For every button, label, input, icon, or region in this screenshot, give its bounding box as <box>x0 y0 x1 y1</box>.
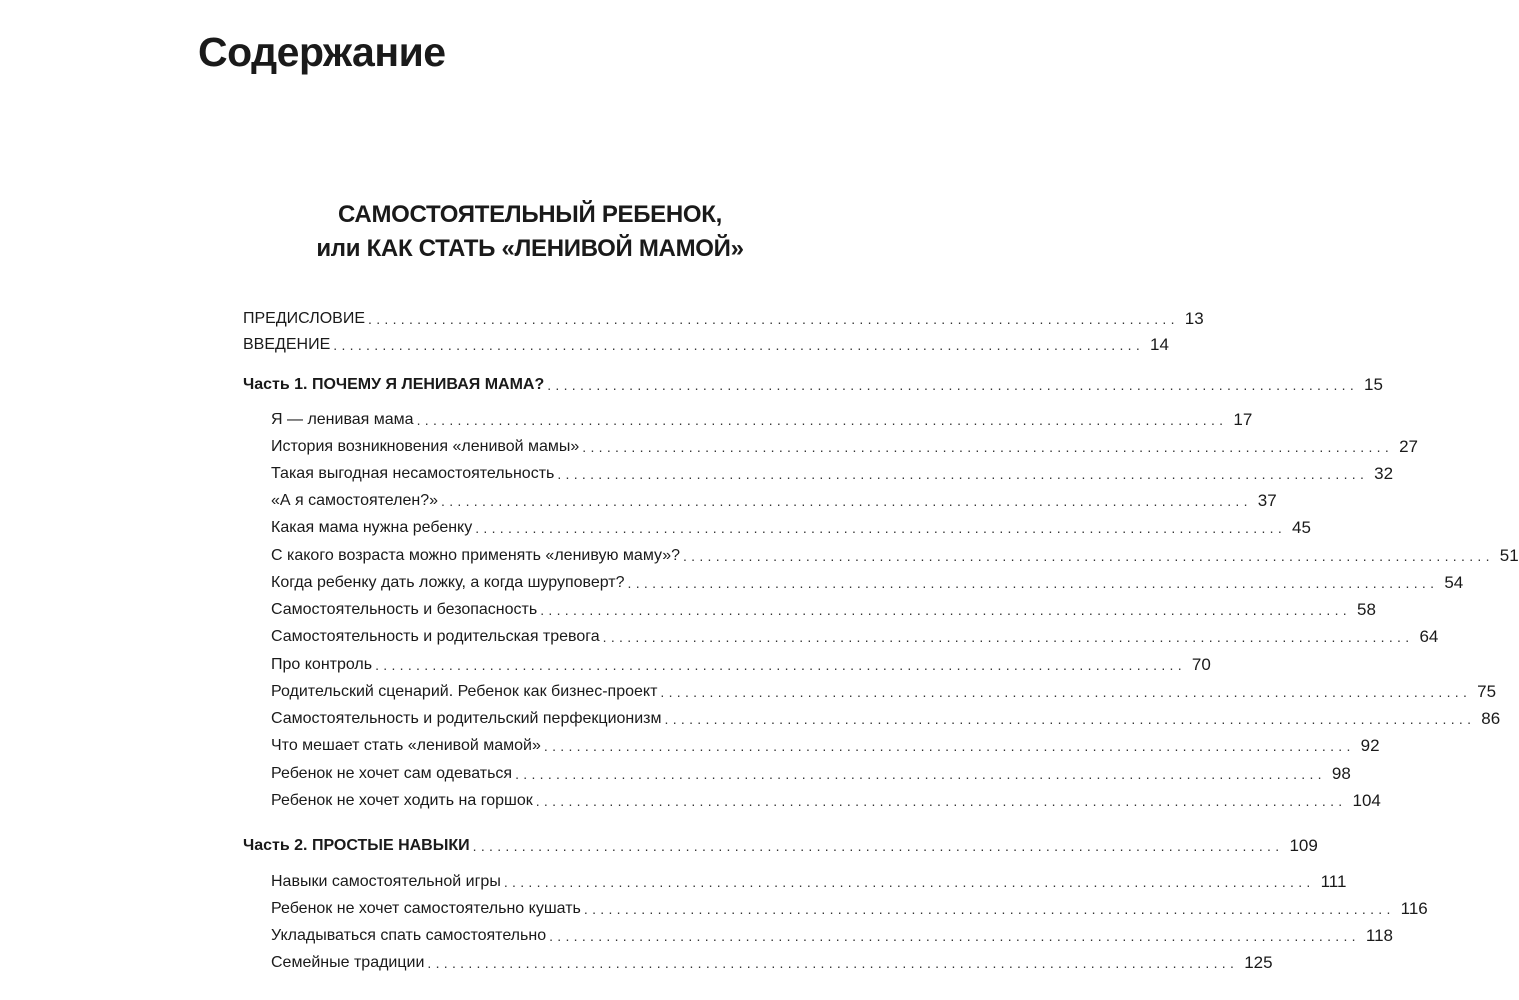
toc-entry-label: Ребенок не хочет самостоятельно кушать <box>271 900 581 917</box>
toc-dot-leader: ................................................................................................... <box>682 548 1494 564</box>
toc-entry[interactable] <box>271 703 1501 729</box>
toc-page-number: 116 <box>1400 899 1428 918</box>
toc-entry-label: Самостоятельность и безопасность <box>271 601 538 618</box>
toc-entry-label: История возникновения «ленивой мамы» <box>271 438 580 455</box>
toc-dot-leader: ................................................................................................... <box>427 955 1239 971</box>
toc-dot-leader: ................................................................................................... <box>368 311 1179 327</box>
toc-entry[interactable] <box>271 621 1439 647</box>
toc-dot-leader: ................................................................................................... <box>416 412 1228 428</box>
toc-entry-label: «А я самостоятелен?» <box>271 492 439 509</box>
toc-page-number: 32 <box>1374 464 1394 483</box>
toc-page-number: 27 <box>1399 437 1418 456</box>
toc-dot-leader: ................................................................................................... <box>627 575 1439 591</box>
toc-entry-label: ПРЕДИСЛОВИЕ <box>243 310 365 327</box>
toc-page-number: 92 <box>1360 736 1380 755</box>
toc-page-number: 125 <box>1244 953 1273 972</box>
toc-dot-leader: ................................................................................................... <box>540 602 1351 618</box>
toc-entry-label: Навыки самостоятельной игры <box>271 873 501 890</box>
toc-page-number: 45 <box>1292 518 1311 537</box>
toc-entry-label: Что мешает стать «ленивой мамой» <box>271 737 541 754</box>
toc-dot-leader: ................................................................................................... <box>543 738 1355 754</box>
toc-entry-label: Родительский сценарий. Ребенок как бизнес-проект <box>271 683 658 700</box>
toc-entry-label: Укладываться спать самостоятельно <box>271 927 547 944</box>
toc-dot-leader: ................................................................................................... <box>664 711 1476 727</box>
toc-page-number: 15 <box>1364 375 1383 394</box>
toc-dot-leader: ................................................................................................... <box>333 337 1145 353</box>
toc-dot-leader: ................................................................................................... <box>503 874 1315 890</box>
toc-entry-label: Самостоятельность и родительская тревога <box>271 628 600 645</box>
toc-entry[interactable] <box>271 893 1428 919</box>
toc-entry-label: Ребенок не хочет сам одеваться <box>271 765 513 782</box>
book-title-line-2: или КАК СТАТЬ «ЛЕНИВОЙ МАМОЙ» <box>316 235 744 262</box>
toc-page-number: 70 <box>1191 655 1211 674</box>
toc-entry[interactable] <box>271 920 1393 946</box>
toc-entry[interactable] <box>271 567 1464 593</box>
toc-entry[interactable] <box>271 649 1211 675</box>
toc-dot-leader: ................................................................................................... <box>557 466 1369 482</box>
book-title-line-1: САМОСТОЯТЕЛЬНЫЙ РЕБЕНОК, <box>337 201 723 228</box>
toc-entry[interactable] <box>271 485 1277 511</box>
toc-entry[interactable] <box>271 730 1380 756</box>
toc-dot-leader: ................................................................................................... <box>441 493 1252 509</box>
toc-entry-introduction[interactable] <box>243 329 1169 355</box>
toc-entry[interactable] <box>271 947 1273 973</box>
toc-page-number: 86 <box>1481 709 1501 728</box>
toc-entry-preface[interactable] <box>243 303 1204 329</box>
toc-entry[interactable] <box>271 594 1376 620</box>
toc-entry-label: Ребенок не хочет ходить на горшок <box>271 792 533 809</box>
toc-entry-label: Часть 1. ПОЧЕМУ Я ЛЕНИВАЯ МАМА? <box>243 376 545 393</box>
toc-entry[interactable] <box>271 676 1497 702</box>
toc-page-number: 17 <box>1233 410 1253 429</box>
toc-entry[interactable] <box>271 458 1394 484</box>
toc-entry[interactable] <box>271 758 1351 784</box>
toc-entry-label: Семейные традиции <box>271 954 425 971</box>
toc-entry-label: Я — ленивая мама <box>271 411 414 428</box>
toc-page-number: 58 <box>1356 600 1376 619</box>
toc-page-number: 98 <box>1331 764 1351 783</box>
toc-dot-leader: ................................................................................................... <box>535 793 1347 809</box>
toc-page-number: 75 <box>1477 682 1497 701</box>
toc-entry-label: Часть 2. ПРОСТЫЕ НАВЫКИ <box>243 837 470 854</box>
toc-page-number: 54 <box>1444 573 1464 592</box>
toc-entry[interactable] <box>271 512 1311 538</box>
toc-dot-leader: ................................................................................................... <box>549 928 1360 944</box>
toc-dot-leader: ................................................................................................... <box>472 838 1284 854</box>
toc-entry[interactable] <box>271 540 1519 566</box>
toc-entry-label: Про контроль <box>271 656 373 673</box>
toc-entry[interactable] <box>271 404 1253 430</box>
toc-page-number: 51 <box>1499 546 1519 565</box>
page-heading: Содержание <box>198 29 446 75</box>
toc-page-number: 37 <box>1257 491 1277 510</box>
toc-dot-leader: ................................................................................................... <box>475 520 1287 536</box>
toc-part-1[interactable] <box>243 369 1383 395</box>
toc-part-2[interactable] <box>243 830 1318 856</box>
toc-page-number: 109 <box>1289 836 1318 855</box>
toc-entry-label: С какого возраста можно применять «ленивую маму»? <box>271 547 680 564</box>
toc-page-number: 64 <box>1419 627 1439 646</box>
toc-entry-label: ВВЕДЕНИЕ <box>243 336 331 353</box>
toc-dot-leader: ................................................................................................... <box>582 439 1394 455</box>
toc-entry-label: Самостоятельность и родительский перфекционизм <box>271 710 662 727</box>
toc-page-number: 104 <box>1352 791 1381 810</box>
toc-entry-label: Когда ребенку дать ложку, а когда шуруповерт? <box>271 574 625 591</box>
toc-entry[interactable] <box>271 431 1418 457</box>
toc-dot-leader: ................................................................................................... <box>515 766 1326 782</box>
book-title <box>200 198 860 266</box>
toc-page-number: 14 <box>1150 335 1169 354</box>
toc-entry-label: Такая выгодная несамостоятельность <box>271 465 555 482</box>
toc-page-number: 13 <box>1184 309 1204 328</box>
toc-page-number: 111 <box>1320 872 1347 891</box>
toc-dot-leader: ................................................................................................... <box>375 657 1186 673</box>
toc-entry[interactable] <box>271 866 1347 892</box>
toc-entry-label: Какая мама нужна ребенку <box>271 519 473 536</box>
toc-page-number: 118 <box>1365 926 1393 945</box>
toc-dot-leader: ................................................................................................... <box>583 901 1395 917</box>
toc-dot-leader: ................................................................................................... <box>602 629 1414 645</box>
toc-dot-leader: ................................................................................................... <box>547 377 1359 393</box>
toc-dot-leader: ................................................................................................... <box>660 684 1472 700</box>
toc-entry[interactable] <box>271 785 1381 811</box>
